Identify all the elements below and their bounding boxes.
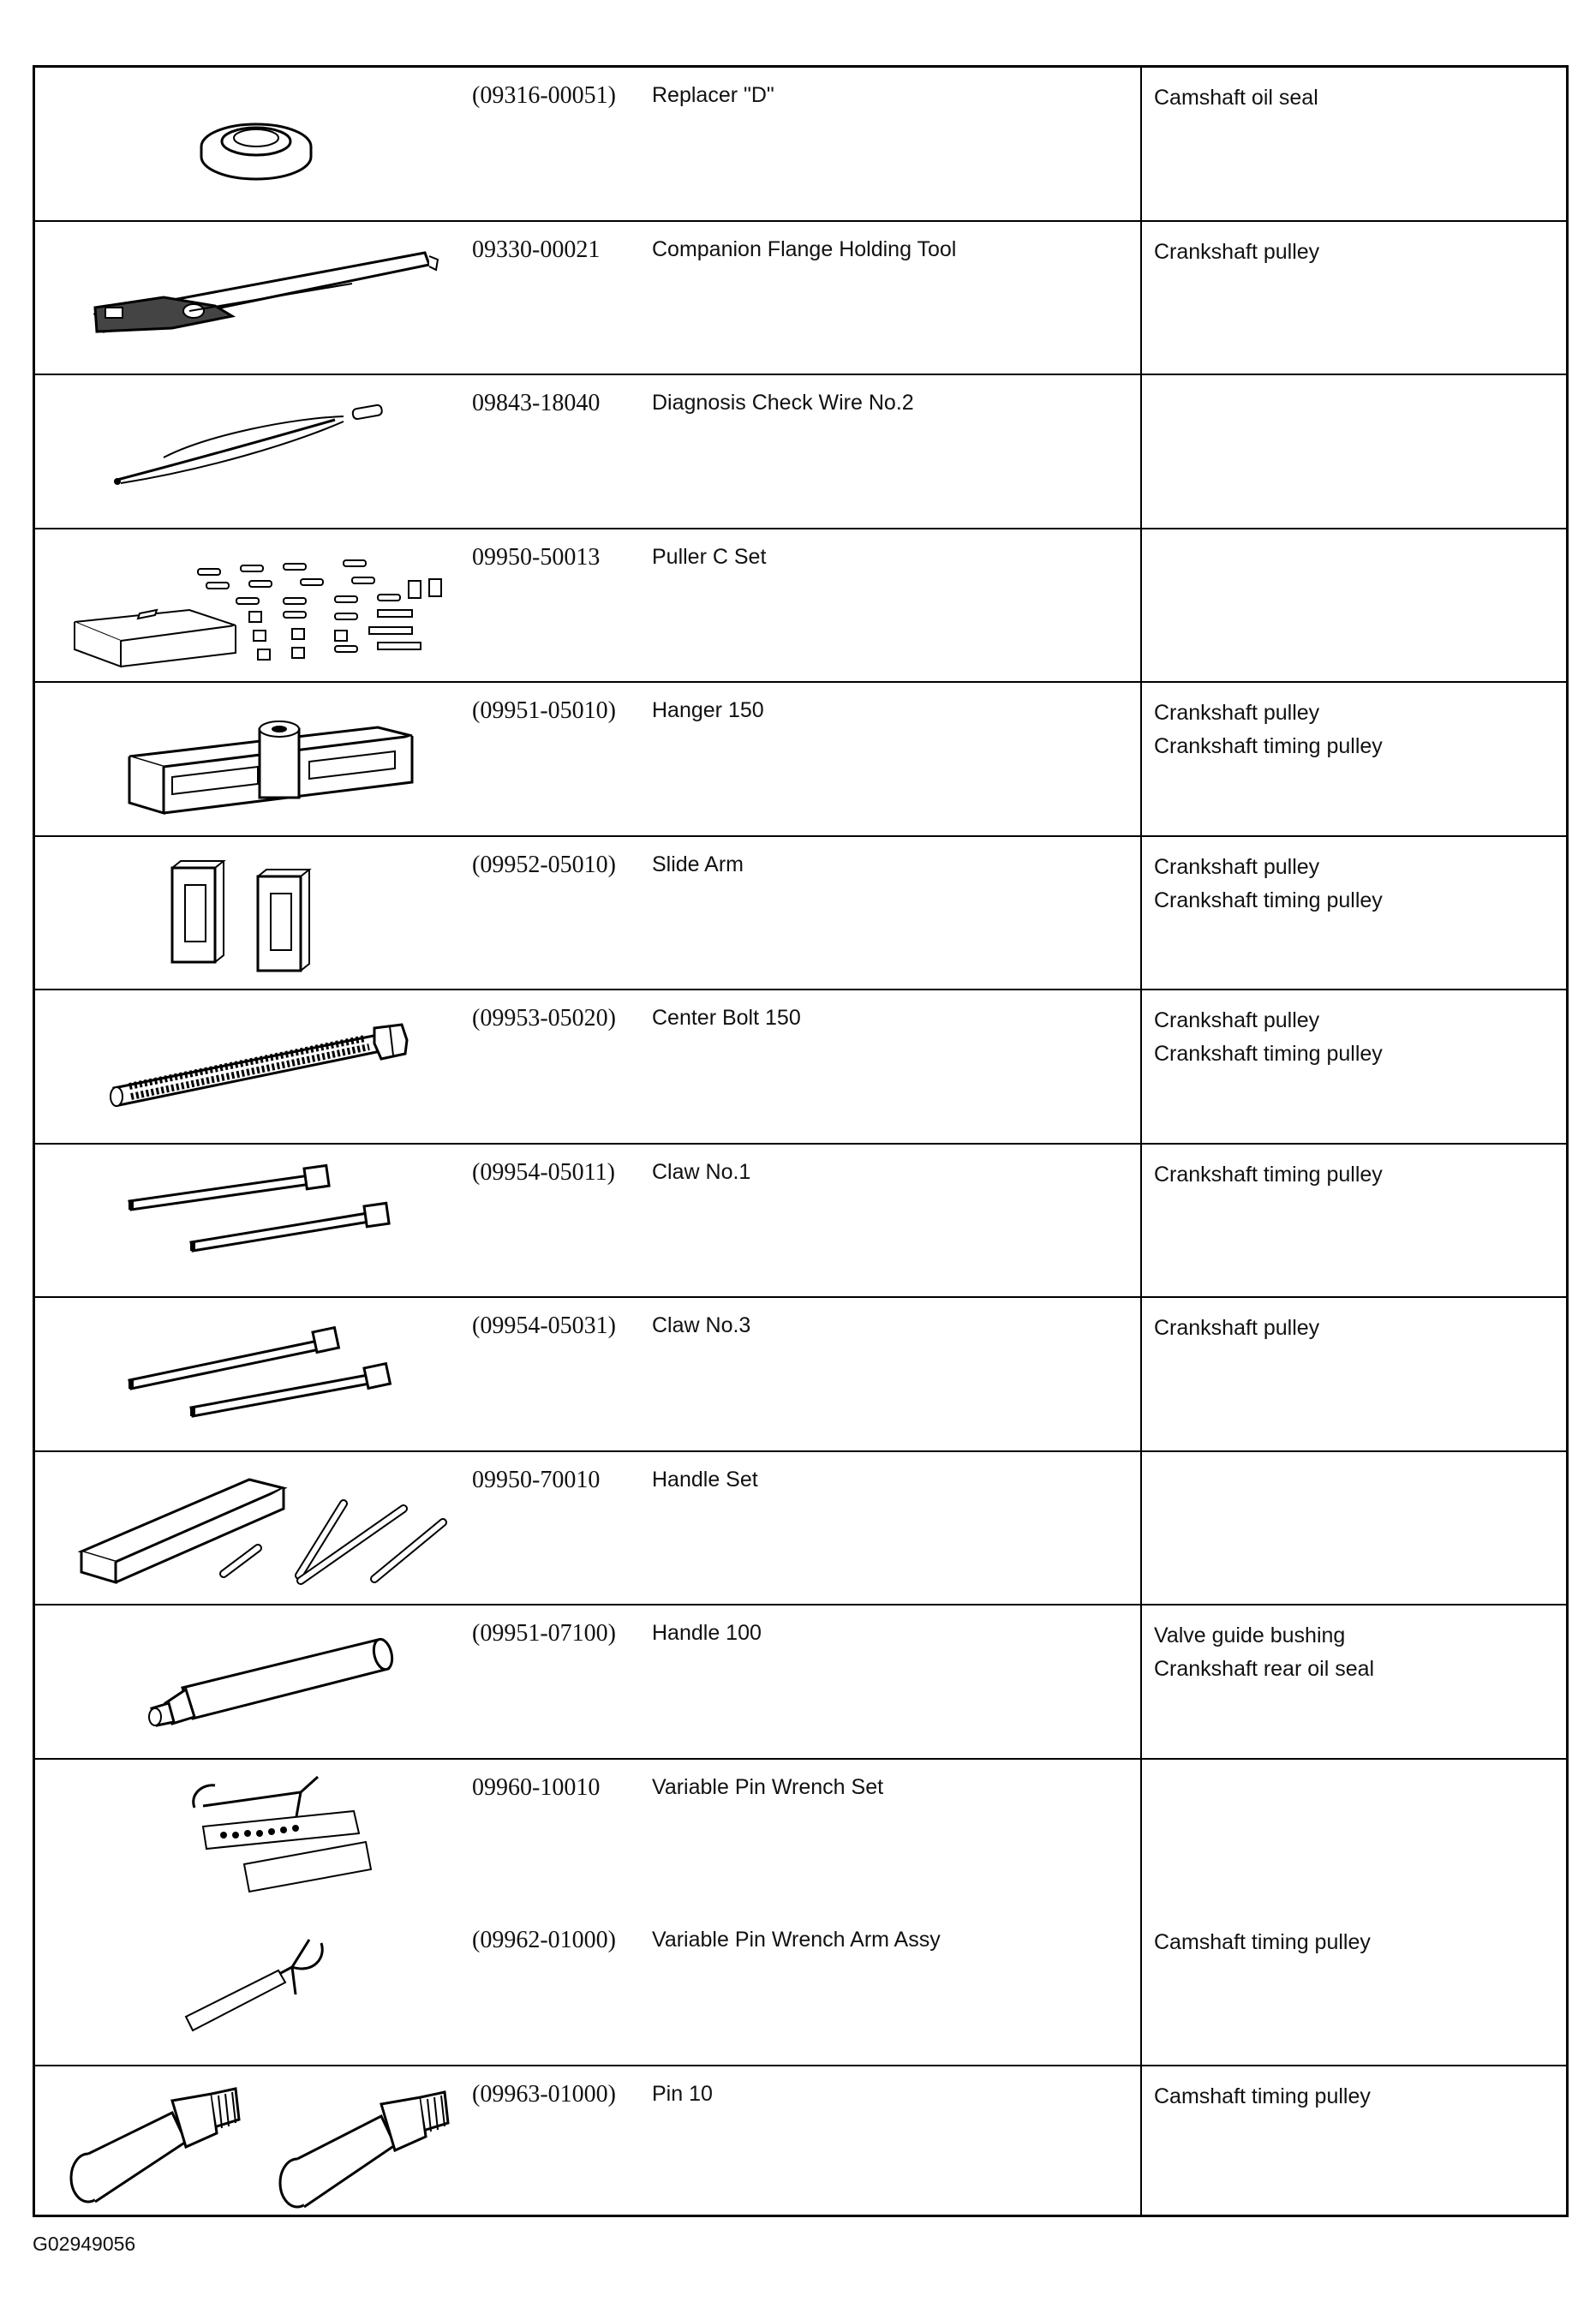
part-number: (09951-07100)	[472, 1619, 616, 1647]
table-row	[34, 67, 1568, 221]
table-row	[34, 1144, 1568, 1297]
usage-text: Crankshaft pulley	[1154, 239, 1320, 264]
tool-illustration-cell	[34, 2066, 473, 2216]
tool-illustration-cell	[34, 836, 473, 990]
tool-illustration-cell	[34, 682, 473, 836]
tool-name: Puller C Set	[652, 544, 767, 569]
pin-icon	[35, 2066, 472, 2215]
table-row	[34, 1451, 1568, 1605]
table-row	[34, 2066, 1568, 2216]
tool-name: Claw No.3	[652, 1312, 751, 1337]
special-service-tools-table	[33, 65, 1569, 2217]
tool-illustration-cell	[34, 374, 473, 529]
table-row	[34, 1759, 1568, 2066]
handle-icon	[35, 1605, 472, 1758]
check-wire-icon	[35, 375, 472, 528]
part-number: 09950-70010	[472, 1466, 601, 1493]
part-number: (09952-05010)	[472, 851, 616, 878]
part-number: (09316-00051)	[472, 82, 616, 109]
usage-text: Crankshaft timing pulley	[1154, 1041, 1383, 1066]
tool-name: Variable Pin Wrench Arm Assy	[652, 1927, 941, 1952]
tool-name: Hanger 150	[652, 697, 764, 722]
claw-icon	[35, 1145, 472, 1296]
usage-text: Crankshaft rear oil seal	[1154, 1656, 1375, 1681]
table-row	[34, 529, 1568, 682]
part-number: (09962-01000)	[472, 1926, 616, 1953]
tool-illustration-cell	[34, 221, 473, 374]
usage-text: Crankshaft pulley	[1154, 1008, 1320, 1032]
part-number: (09963-01000)	[472, 2080, 616, 2108]
hanger-icon	[35, 683, 472, 835]
tool-name: Claw No.1	[652, 1159, 751, 1184]
tool-name: Center Bolt 150	[652, 1005, 801, 1030]
replacer-icon	[35, 68, 472, 220]
table-row	[34, 1297, 1568, 1451]
usage-text: Camshaft oil seal	[1154, 86, 1318, 110]
claw-icon	[35, 1298, 472, 1450]
tool-illustration-cell	[34, 1759, 473, 2066]
handle-set-icon	[35, 1452, 472, 1604]
table-row	[34, 990, 1568, 1144]
tool-illustration-cell	[34, 529, 473, 682]
usage-text: Crankshaft pulley	[1154, 1315, 1320, 1340]
usage-text: Crankshaft timing pulley	[1154, 888, 1383, 912]
part-number: 09843-18040	[472, 389, 601, 416]
part-number: (09954-05031)	[472, 1312, 616, 1339]
tool-illustration-cell	[34, 67, 473, 221]
table-row	[34, 1605, 1568, 1759]
center-bolt-icon	[35, 990, 472, 1143]
tool-name: Variable Pin Wrench Set	[652, 1774, 884, 1799]
flange-holding-tool-icon	[35, 222, 472, 374]
usage-text: Crankshaft timing pulley	[1154, 733, 1383, 758]
part-number: 09950-50013	[472, 543, 601, 571]
table-row	[34, 374, 1568, 529]
tool-illustration-cell	[34, 990, 473, 1144]
part-number: (09954-05011)	[472, 1158, 615, 1186]
usage-text: Camshaft timing pulley	[1154, 1929, 1371, 1954]
table-row	[34, 836, 1568, 990]
pin-wrench-set-icon	[35, 1760, 472, 2065]
tool-name: Replacer "D"	[652, 83, 774, 107]
usage-text: Crankshaft timing pulley	[1154, 1162, 1383, 1187]
slide-arm-icon	[35, 837, 472, 989]
part-number: 09960-10010	[472, 1773, 601, 1801]
part-number: 09330-00021	[472, 236, 601, 263]
tool-name: Handle Set	[652, 1467, 758, 1492]
document-code: G02949056	[33, 2233, 136, 2255]
tool-name: Diagnosis Check Wire No.2	[652, 390, 914, 415]
usage-text: Camshaft timing pulley	[1154, 2084, 1371, 2108]
tool-illustration-cell	[34, 1297, 473, 1451]
usage-text: Crankshaft pulley	[1154, 854, 1320, 879]
table-row	[34, 682, 1568, 836]
tool-name: Companion Flange Holding Tool	[652, 236, 957, 261]
tool-illustration-cell	[34, 1451, 473, 1605]
pin-wrench-arm-icon	[186, 1940, 322, 2030]
tool-name: Slide Arm	[652, 852, 744, 876]
tool-name: Handle 100	[652, 1620, 762, 1645]
tool-illustration-cell	[34, 1144, 473, 1297]
table-row	[34, 221, 1568, 374]
part-number: (09951-05010)	[472, 697, 616, 724]
tool-illustration-cell	[34, 1605, 473, 1759]
usage-text: Crankshaft pulley	[1154, 700, 1320, 725]
part-number: (09953-05020)	[472, 1004, 616, 1031]
puller-set-icon	[35, 529, 472, 681]
tool-name: Pin 10	[652, 2081, 713, 2106]
usage-text: Valve guide bushing	[1154, 1623, 1346, 1647]
